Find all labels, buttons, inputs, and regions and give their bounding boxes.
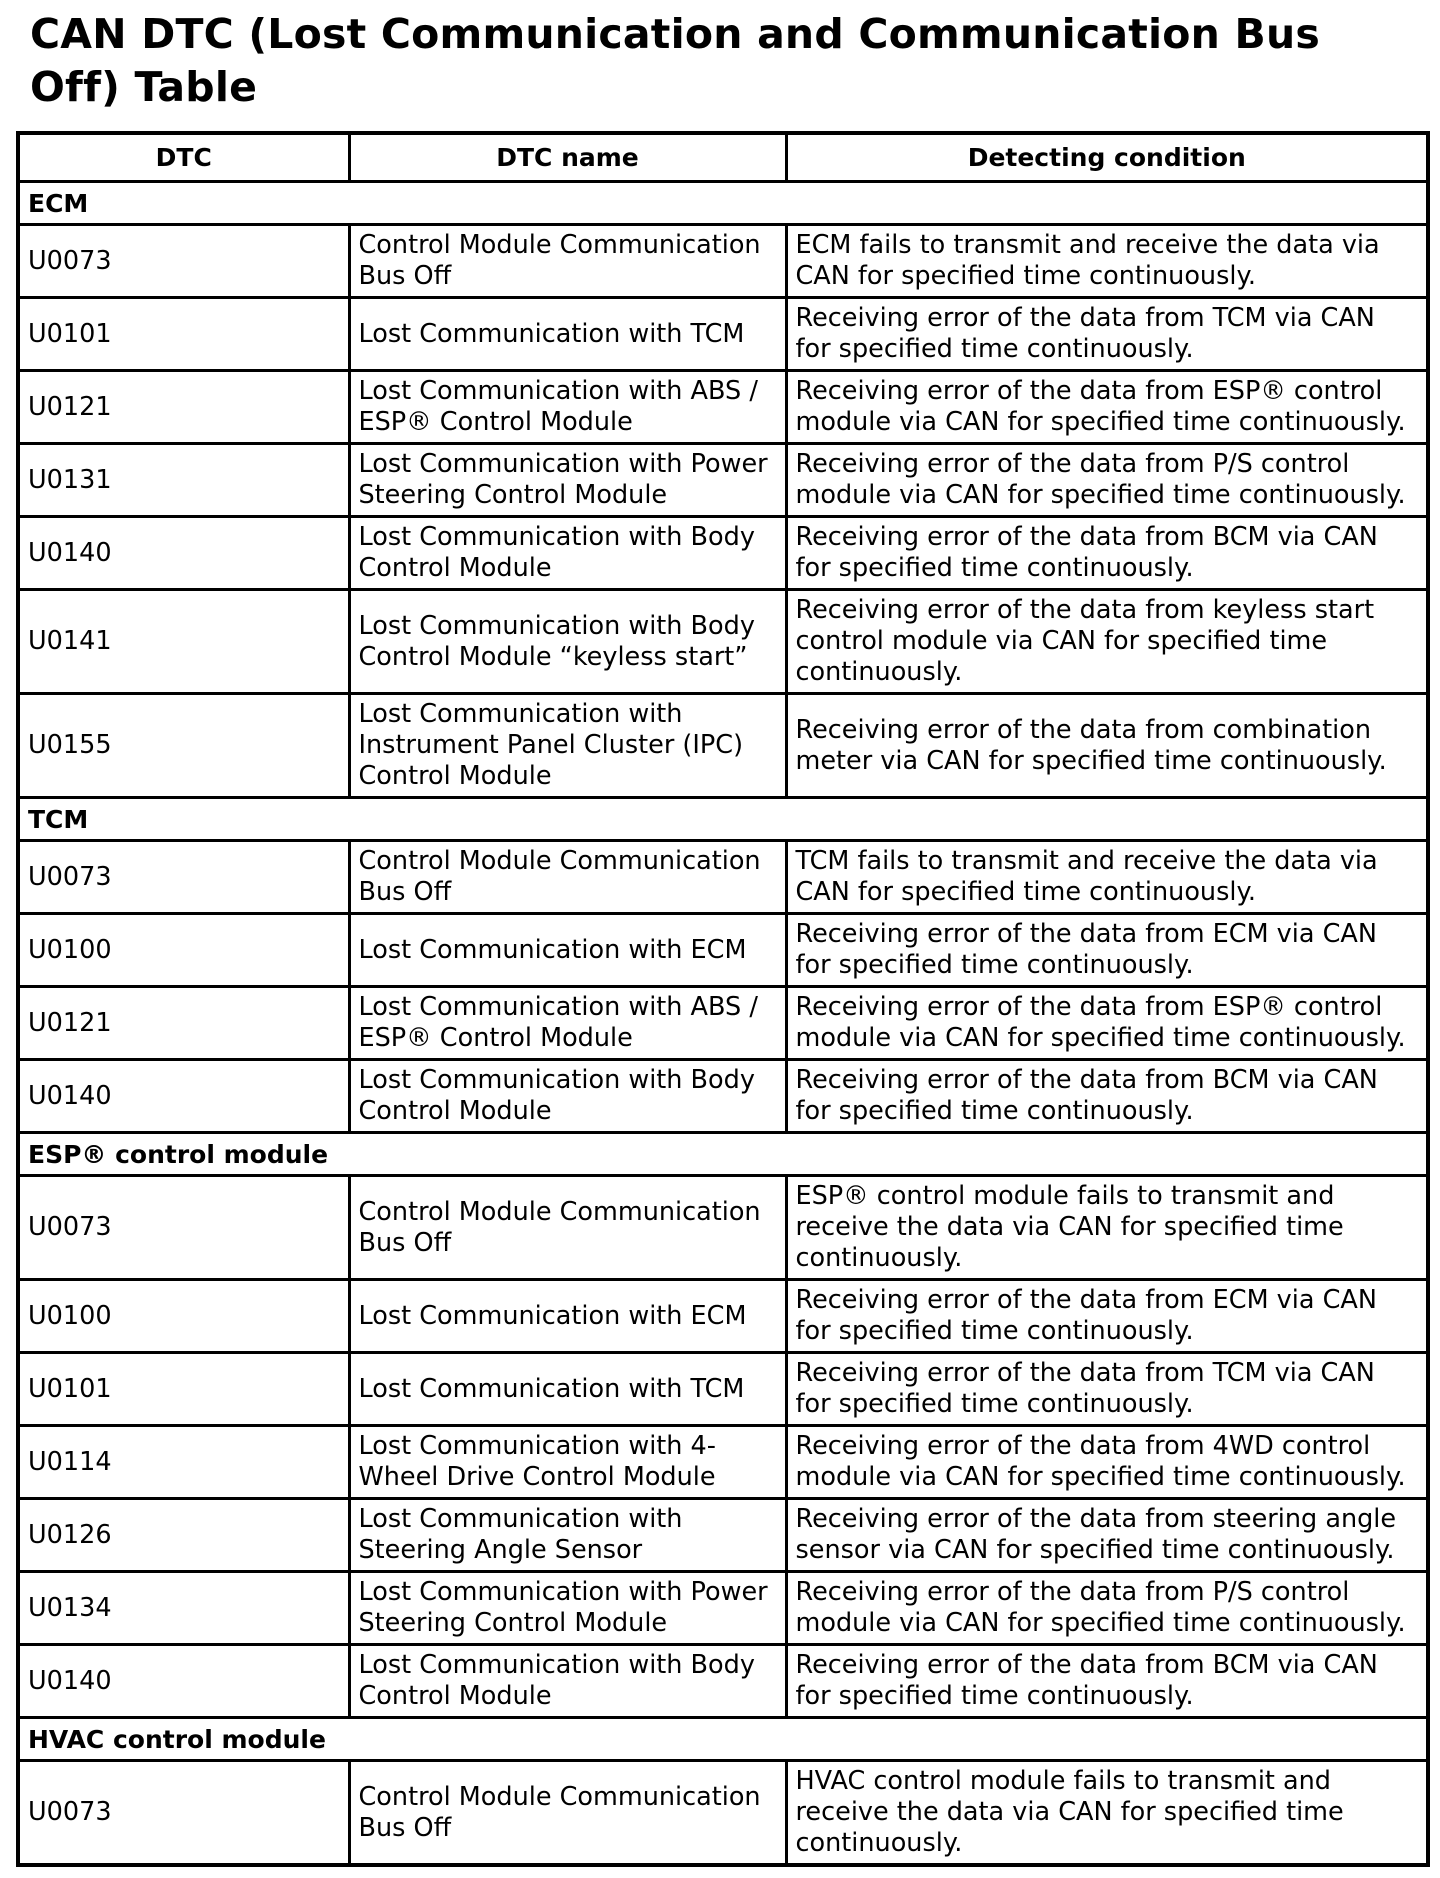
- detecting-condition: Receiving error of the data from BCM via CAN for specified time continuously.: [786, 1060, 1428, 1133]
- detecting-condition: ECM fails to transmit and receive the data via CAN for specified time continuously.: [786, 225, 1428, 298]
- table-row: [18, 694, 1428, 798]
- dtc-code: U0121: [18, 371, 349, 444]
- table-row: [18, 1645, 1428, 1718]
- dtc-code: U0131: [18, 444, 349, 517]
- table-row: [18, 1499, 1428, 1572]
- dtc-name: Lost Communication with Body Control Module: [349, 1645, 786, 1718]
- detecting-condition: Receiving error of the data from steering angle sensor via CAN for specified time continuously.: [786, 1499, 1428, 1572]
- dtc-code: U0100: [18, 1280, 349, 1353]
- detecting-condition: Receiving error of the data from keyless start control module via CAN for specified time continuously.: [786, 590, 1428, 694]
- dtc-code: U0126: [18, 1499, 349, 1572]
- dtc-code: U0141: [18, 590, 349, 694]
- table-row: [18, 371, 1428, 444]
- dtc-name: Lost Communication with Power Steering Control Module: [349, 1572, 786, 1645]
- dtc-code: U0114: [18, 1426, 349, 1499]
- dtc-name: Control Module Communication Bus Off: [349, 1176, 786, 1280]
- detecting-condition: Receiving error of the data from BCM via CAN for specified time continuously.: [786, 1645, 1428, 1718]
- dtc-name: Lost Communication with Power Steering Control Module: [349, 444, 786, 517]
- table-body: [18, 182, 1428, 1866]
- group-row-esp-control-module: [18, 1133, 1428, 1176]
- dtc-code: U0100: [18, 914, 349, 987]
- dtc-code: U0101: [18, 1353, 349, 1426]
- header-dtc: DTC: [18, 133, 349, 182]
- table-row: [18, 987, 1428, 1060]
- detecting-condition: Receiving error of the data from ESP® control module via CAN for specified time continuously.: [786, 371, 1428, 444]
- table-row: [18, 1426, 1428, 1499]
- table-row: [18, 1280, 1428, 1353]
- dtc-name: Control Module Communication Bus Off: [349, 841, 786, 914]
- dtc-name: Lost Communication with TCM: [349, 298, 786, 371]
- detecting-condition: Receiving error of the data from combination meter via CAN for specified time continuously.: [786, 694, 1428, 798]
- detecting-condition: TCM fails to transmit and receive the data via CAN for specified time continuously.: [786, 841, 1428, 914]
- detecting-condition: Receiving error of the data from P/S control module via CAN for specified time continuously.: [786, 444, 1428, 517]
- dtc-name: Lost Communication with ABS / ESP® Control Module: [349, 987, 786, 1060]
- dtc-name: Lost Communication with ABS / ESP® Control Module: [349, 371, 786, 444]
- dtc-name: Lost Communication with TCM: [349, 1353, 786, 1426]
- group-label: ECM: [18, 182, 1428, 225]
- dtc-code: U0140: [18, 1645, 349, 1718]
- dtc-name: Control Module Communication Bus Off: [349, 225, 786, 298]
- table-row: [18, 1176, 1428, 1280]
- detecting-condition: Receiving error of the data from ESP® control module via CAN for specified time continuously.: [786, 987, 1428, 1060]
- table-row: [18, 841, 1428, 914]
- dtc-code: U0140: [18, 1060, 349, 1133]
- detecting-condition: Receiving error of the data from TCM via CAN for specified time continuously.: [786, 298, 1428, 371]
- detecting-condition: Receiving error of the data from BCM via CAN for specified time continuously.: [786, 517, 1428, 590]
- dtc-name: Lost Communication with 4-Wheel Drive Control Module: [349, 1426, 786, 1499]
- dtc-name: Lost Communication with Steering Angle Sensor: [349, 1499, 786, 1572]
- group-label: TCM: [18, 798, 1428, 841]
- detecting-condition: ESP® control module fails to transmit and receive the data via CAN for specified time continuously.: [786, 1176, 1428, 1280]
- table-row: [18, 517, 1428, 590]
- detecting-condition: Receiving error of the data from ECM via CAN for specified time continuously.: [786, 1280, 1428, 1353]
- dtc-code: U0155: [18, 694, 349, 798]
- dtc-code: U0140: [18, 517, 349, 590]
- dtc-code: U0073: [18, 841, 349, 914]
- group-label: HVAC control module: [18, 1718, 1428, 1761]
- detecting-condition: Receiving error of the data from P/S control module via CAN for specified time continuously.: [786, 1572, 1428, 1645]
- dtc-code: U0073: [18, 1176, 349, 1280]
- header-row: [18, 133, 1428, 182]
- dtc-code: U0121: [18, 987, 349, 1060]
- table-row: [18, 1060, 1428, 1133]
- group-row-tcm: [18, 798, 1428, 841]
- table-row: [18, 225, 1428, 298]
- dtc-name: Lost Communication with Body Control Module “keyless start”: [349, 590, 786, 694]
- dtc-code: U0073: [18, 225, 349, 298]
- dtc-name: Lost Communication with Body Control Module: [349, 1060, 786, 1133]
- table-row: [18, 1761, 1428, 1866]
- header-detecting-condition: Detecting condition: [786, 133, 1428, 182]
- dtc-code: U0073: [18, 1761, 349, 1866]
- table-header: [18, 133, 1428, 182]
- table-row: [18, 1572, 1428, 1645]
- table-row: [18, 590, 1428, 694]
- table-row: [18, 298, 1428, 371]
- group-label: ESP® control module: [18, 1133, 1428, 1176]
- dtc-name: Lost Communication with Body Control Module: [349, 517, 786, 590]
- dtc-name: Lost Communication with ECM: [349, 914, 786, 987]
- dtc-table: [16, 131, 1430, 1867]
- page-title: CAN DTC (Lost Communication and Communication Bus Off) Table: [30, 10, 1320, 111]
- header-dtc-name: DTC name: [349, 133, 786, 182]
- table-row: [18, 1353, 1428, 1426]
- detecting-condition: Receiving error of the data from ECM via CAN for specified time continuously.: [786, 914, 1428, 987]
- dtc-code: U0134: [18, 1572, 349, 1645]
- table-row: [18, 914, 1428, 987]
- table-row: [18, 444, 1428, 517]
- dtc-name: Lost Communication with ECM: [349, 1280, 786, 1353]
- dtc-name: Control Module Communication Bus Off: [349, 1761, 786, 1866]
- dtc-code: U0101: [18, 298, 349, 371]
- group-row-ecm: [18, 182, 1428, 225]
- dtc-table-container: [16, 131, 1426, 1867]
- detecting-condition: HVAC control module fails to transmit and receive the data via CAN for specified time continuously.: [786, 1761, 1428, 1866]
- detecting-condition: Receiving error of the data from TCM via CAN for specified time continuously.: [786, 1353, 1428, 1426]
- group-row-hvac-control-module: [18, 1718, 1428, 1761]
- detecting-condition: Receiving error of the data from 4WD control module via CAN for specified time continuously.: [786, 1426, 1428, 1499]
- dtc-name: Lost Communication with Instrument Panel Cluster (IPC) Control Module: [349, 694, 786, 798]
